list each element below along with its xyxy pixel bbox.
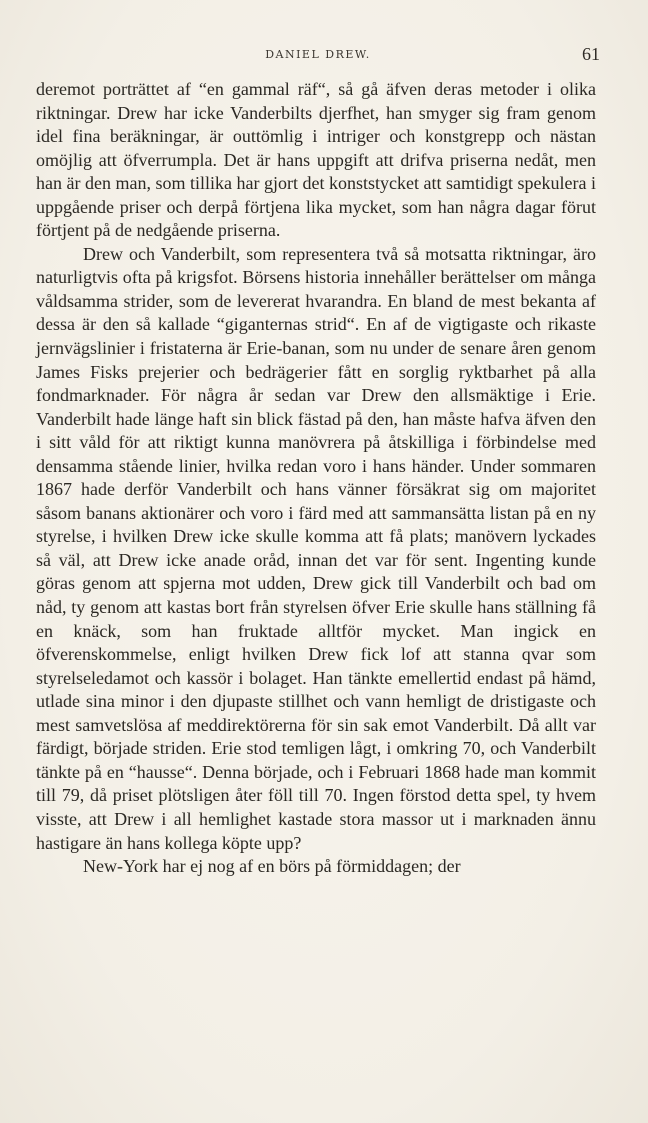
paragraph: New-York har ej nog af en börs på förmiddagen; der <box>83 856 461 877</box>
body-text <box>36 78 596 879</box>
page-number: 61 <box>582 44 600 64</box>
paragraph: Drew och Vanderbilt, som representera två så motsatta riktningar, äro naturligtvis ofta på krigsfot. Börsens historia innehåller berättelser om många våldsamma strider, som de levererat hvarandra. En bland de mest bekanta af dessa är den så kallade “giganternas strid“. En af de vigtigaste och rikaste jernvägslinier i fristaterna är Erie-banan, som nu under de senare åren genom James Fisks prejerier och bedrägerier fått en sorglig ryktbarhet på alla fondmarknader. För några år sedan var Drew den allsmäktige i Erie. Vanderbilt hade länge haft sin blick fästad på den, han måste hafva äfven den i sitt våld för att riktigt kunna manövrera på åtskilliga i förbindelse med densamma stående linier, hvilka redan voro i hans händer. Under sommaren 1867 hade derför Vanderbilt och hans vänner försäkrat sig om majoritet såsom banans aktionärer och voro i färd med att sammansätta listan på en ny styrelse, i hvilken Drew icke skulle komma att få plats; manövern lyckades så väl, att Drew icke anade oråd, innan det var för sent. Ingenting kunde göras genom att spjerna mot udden, Drew gick till Vanderbilt och bad om nåd, ty genom att kastas bort från styrelsen öfver Erie skulle hans ställning få en knäck, som han fruktade alltför mycket. Man ingick en öfverenskommelse, enligt hvilken Drew fick lof att stanna qvar som styrelseledamot och kassör i bolaget. Han tänkte emellertid endast på hämd, utlade sina minor i den djupaste stillhet och vann hemligt de dristigaste och mest samvetslösa af meddirektörerna för sin sak emot Vanderbilt. Då allt var färdigt, började striden. Erie stod temligen lågt, i omkring 70, och Vanderbilt tänkte på en “hausse“. Denna började, och i Februari 1868 hade man kommit till 79, då priset plötsligen åter föll till 70. Ingen förstod detta spel, ty hvem visste, att Drew i all hemlighet kastade stora massor ut i marknaden ännu hastigare än hans kollega köpte upp? <box>36 243 596 853</box>
running-head <box>36 44 600 68</box>
paragraph-continued: deremot porträttet af “en gammal räf“, så gå äfven deras metoder i olika riktningar. Drew har icke Vanderbilts djerfhet, han smyger sig fram genom idel fina beräkningar, är outtömlig i intriger och konstgrepp och nästan omöjlig att öfverrumpla. Det är hans uppgift att drifva priserna nedåt, men han är den man, som tillika har gjort det konststycket att samtidigt spekulera i uppgående priser och derpå förtjena lika mycket, som han några dagar förut förtjent på de nedgående priserna. <box>36 79 596 241</box>
running-title: DANIEL DREW. <box>265 48 371 61</box>
